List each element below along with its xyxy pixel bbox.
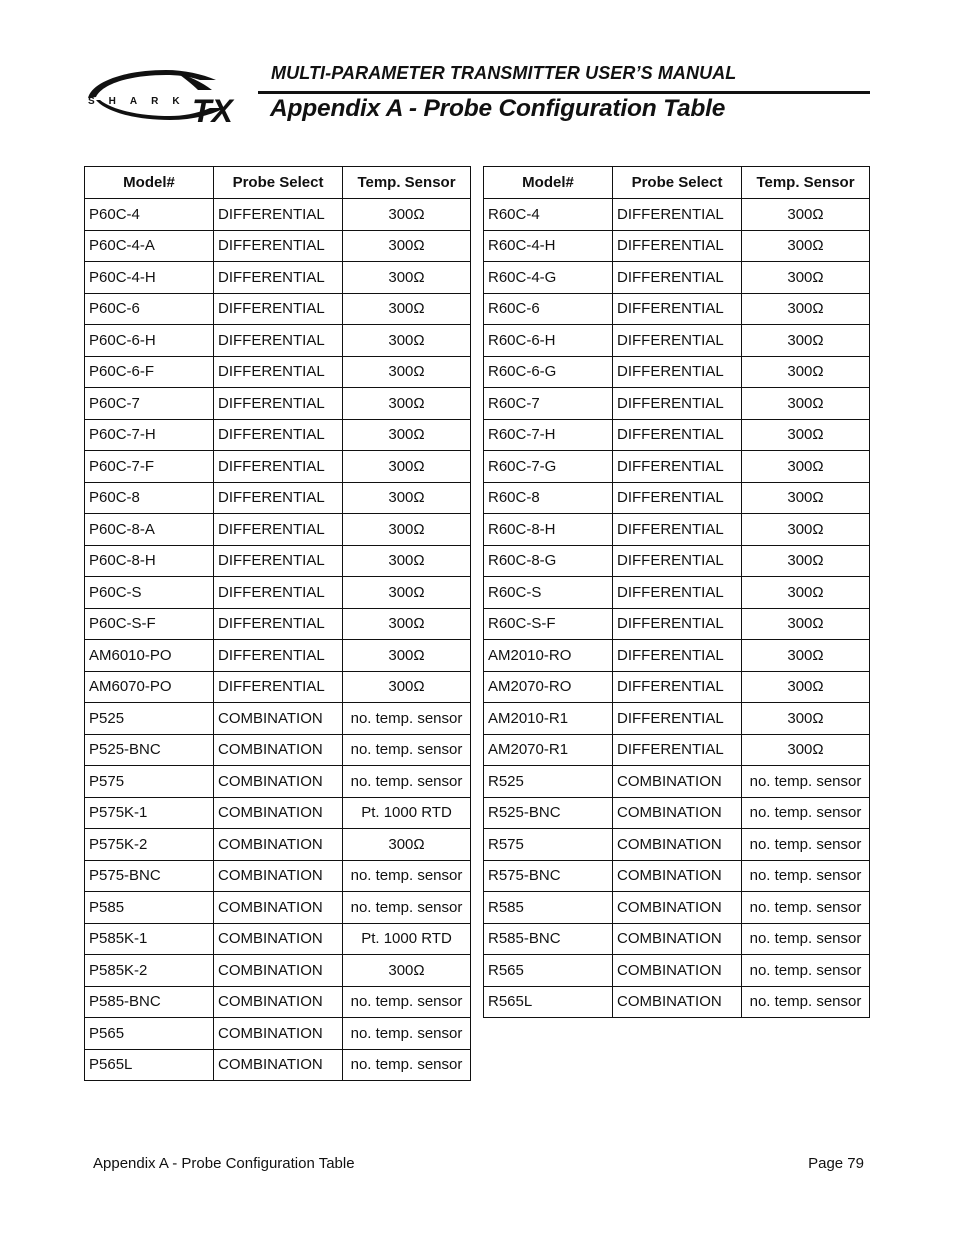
- cell-model: P585-BNC: [85, 986, 214, 1018]
- cell-temp-sensor: no. temp. sensor: [742, 766, 870, 798]
- cell-probe-select: DIFFERENTIAL: [613, 514, 742, 546]
- cell-model: R60C-6: [484, 293, 613, 325]
- cell-probe-select: DIFFERENTIAL: [214, 577, 343, 609]
- page-title: Appendix A - Probe Configuration Table: [270, 95, 726, 122]
- table-row: [484, 356, 870, 388]
- table-header-row: [85, 167, 471, 199]
- table-row: [484, 514, 870, 546]
- cell-probe-select: COMBINATION: [214, 734, 343, 766]
- cell-model: R60C-8: [484, 482, 613, 514]
- cell-temp-sensor: 300Ω: [343, 388, 471, 420]
- cell-probe-select: COMBINATION: [214, 923, 343, 955]
- cell-probe-select: COMBINATION: [214, 1018, 343, 1050]
- cell-temp-sensor: Pt. 1000 RTD: [343, 797, 471, 829]
- cell-model: AM2010-R1: [484, 703, 613, 735]
- cell-temp-sensor: 300Ω: [742, 703, 870, 735]
- cell-probe-select: COMBINATION: [613, 892, 742, 924]
- cell-temp-sensor: 300Ω: [742, 734, 870, 766]
- cell-probe-select: DIFFERENTIAL: [214, 640, 343, 672]
- cell-probe-select: COMBINATION: [613, 766, 742, 798]
- table-row: [85, 262, 471, 294]
- cell-probe-select: DIFFERENTIAL: [613, 545, 742, 577]
- table-row: [484, 640, 870, 672]
- cell-probe-select: DIFFERENTIAL: [613, 577, 742, 609]
- cell-temp-sensor: 300Ω: [343, 829, 471, 861]
- cell-temp-sensor: 300Ω: [343, 955, 471, 987]
- cell-model: P60C-8-A: [85, 514, 214, 546]
- table-row: [484, 577, 870, 609]
- cell-model: P60C-7-H: [85, 419, 214, 451]
- cell-probe-select: DIFFERENTIAL: [613, 734, 742, 766]
- cell-temp-sensor: 300Ω: [343, 545, 471, 577]
- cell-model: P60C-6-F: [85, 356, 214, 388]
- table-row: [484, 829, 870, 861]
- table-row: [484, 545, 870, 577]
- table-row: [484, 230, 870, 262]
- column-header-model: Model#: [85, 167, 214, 199]
- table-row: [484, 451, 870, 483]
- cell-probe-select: DIFFERENTIAL: [214, 451, 343, 483]
- table-row: [85, 923, 471, 955]
- table-row: [484, 293, 870, 325]
- cell-probe-select: DIFFERENTIAL: [613, 703, 742, 735]
- cell-temp-sensor: no. temp. sensor: [343, 860, 471, 892]
- cell-model: P60C-6-H: [85, 325, 214, 357]
- cell-probe-select: DIFFERENTIAL: [214, 262, 343, 294]
- cell-model: P60C-8: [85, 482, 214, 514]
- cell-model: P585K-1: [85, 923, 214, 955]
- cell-probe-select: COMBINATION: [214, 829, 343, 861]
- cell-temp-sensor: 300Ω: [343, 293, 471, 325]
- cell-probe-select: COMBINATION: [613, 829, 742, 861]
- table-row: [85, 356, 471, 388]
- cell-temp-sensor: 300Ω: [742, 419, 870, 451]
- cell-model: P575K-1: [85, 797, 214, 829]
- table-row: [85, 1049, 471, 1081]
- cell-probe-select: DIFFERENTIAL: [214, 482, 343, 514]
- cell-temp-sensor: no. temp. sensor: [742, 892, 870, 924]
- cell-probe-select: DIFFERENTIAL: [214, 388, 343, 420]
- cell-probe-select: DIFFERENTIAL: [214, 671, 343, 703]
- logo-letters: SHARK: [88, 96, 194, 107]
- cell-model: R60C-7-G: [484, 451, 613, 483]
- cell-probe-select: DIFFERENTIAL: [214, 356, 343, 388]
- cell-model: P60C-8-H: [85, 545, 214, 577]
- cell-temp-sensor: 300Ω: [343, 451, 471, 483]
- table-row: [85, 671, 471, 703]
- table-row: [85, 419, 471, 451]
- cell-model: R565L: [484, 986, 613, 1018]
- table-row: [85, 388, 471, 420]
- cell-model: R575-BNC: [484, 860, 613, 892]
- cell-temp-sensor: 300Ω: [742, 230, 870, 262]
- cell-probe-select: DIFFERENTIAL: [214, 608, 343, 640]
- table-row: [85, 514, 471, 546]
- cell-temp-sensor: 300Ω: [742, 388, 870, 420]
- cell-temp-sensor: 300Ω: [742, 293, 870, 325]
- cell-temp-sensor: 300Ω: [742, 514, 870, 546]
- cell-model: R60C-4-H: [484, 230, 613, 262]
- table-row: [484, 734, 870, 766]
- cell-temp-sensor: no. temp. sensor: [742, 986, 870, 1018]
- table-header-row: [484, 167, 870, 199]
- column-header-model: Model#: [484, 167, 613, 199]
- cell-model: R60C-6-G: [484, 356, 613, 388]
- cell-temp-sensor: 300Ω: [343, 640, 471, 672]
- cell-model: P565: [85, 1018, 214, 1050]
- table-row: [85, 829, 471, 861]
- cell-model: AM2010-RO: [484, 640, 613, 672]
- table-row: [85, 986, 471, 1018]
- cell-model: R575: [484, 829, 613, 861]
- cell-temp-sensor: 300Ω: [343, 419, 471, 451]
- cell-probe-select: COMBINATION: [214, 986, 343, 1018]
- table-row: [484, 703, 870, 735]
- cell-probe-select: DIFFERENTIAL: [214, 199, 343, 231]
- cell-model: P575K-2: [85, 829, 214, 861]
- cell-probe-select: DIFFERENTIAL: [613, 262, 742, 294]
- cell-temp-sensor: 300Ω: [742, 325, 870, 357]
- cell-probe-select: DIFFERENTIAL: [613, 608, 742, 640]
- cell-temp-sensor: 300Ω: [343, 514, 471, 546]
- cell-probe-select: COMBINATION: [613, 955, 742, 987]
- cell-temp-sensor: 300Ω: [343, 199, 471, 231]
- cell-temp-sensor: 300Ω: [343, 230, 471, 262]
- cell-probe-select: COMBINATION: [613, 797, 742, 829]
- cell-model: P585: [85, 892, 214, 924]
- cell-probe-select: DIFFERENTIAL: [214, 293, 343, 325]
- cell-model: R60C-8-G: [484, 545, 613, 577]
- cell-model: R565: [484, 955, 613, 987]
- table-row: [85, 1018, 471, 1050]
- cell-probe-select: COMBINATION: [214, 892, 343, 924]
- cell-temp-sensor: 300Ω: [742, 262, 870, 294]
- column-header-temp-sensor: Temp. Sensor: [343, 167, 471, 199]
- cell-probe-select: DIFFERENTIAL: [613, 388, 742, 420]
- column-header-temp-sensor: Temp. Sensor: [742, 167, 870, 199]
- cell-temp-sensor: 300Ω: [742, 356, 870, 388]
- table-row: [85, 230, 471, 262]
- cell-temp-sensor: 300Ω: [742, 451, 870, 483]
- cell-model: P60C-4-H: [85, 262, 214, 294]
- cell-model: R585: [484, 892, 613, 924]
- cell-temp-sensor: no. temp. sensor: [742, 797, 870, 829]
- table-row: [484, 608, 870, 640]
- table-row: [85, 955, 471, 987]
- footer-section-title: Appendix A - Probe Configuration Table: [93, 1155, 355, 1172]
- cell-probe-select: DIFFERENTIAL: [214, 230, 343, 262]
- cell-model: P60C-4-A: [85, 230, 214, 262]
- table-row: [484, 671, 870, 703]
- table-row: [484, 766, 870, 798]
- cell-probe-select: DIFFERENTIAL: [214, 419, 343, 451]
- cell-probe-select: COMBINATION: [214, 797, 343, 829]
- cell-model: P60C-7: [85, 388, 214, 420]
- cell-probe-select: DIFFERENTIAL: [613, 293, 742, 325]
- cell-model: P565L: [85, 1049, 214, 1081]
- cell-temp-sensor: 300Ω: [343, 608, 471, 640]
- cell-temp-sensor: no. temp. sensor: [343, 1018, 471, 1050]
- table-row: [484, 419, 870, 451]
- cell-model: P525-BNC: [85, 734, 214, 766]
- cell-probe-select: COMBINATION: [613, 923, 742, 955]
- table-row: [85, 640, 471, 672]
- table-row: [85, 199, 471, 231]
- cell-temp-sensor: 300Ω: [742, 671, 870, 703]
- table-row: [484, 199, 870, 231]
- column-header-probe-select: Probe Select: [214, 167, 343, 199]
- cell-temp-sensor: no. temp. sensor: [343, 986, 471, 1018]
- cell-model: R60C-4-G: [484, 262, 613, 294]
- table-row: [484, 955, 870, 987]
- cell-model: R60C-S: [484, 577, 613, 609]
- table-row: [85, 608, 471, 640]
- cell-model: AM2070-RO: [484, 671, 613, 703]
- table-row: [85, 577, 471, 609]
- manual-title: MULTI-PARAMETER TRANSMITTER USER’S MANUAL: [271, 63, 737, 83]
- cell-temp-sensor: 300Ω: [742, 640, 870, 672]
- table-row: [85, 482, 471, 514]
- cell-probe-select: COMBINATION: [214, 703, 343, 735]
- cell-probe-select: COMBINATION: [214, 1049, 343, 1081]
- cell-probe-select: COMBINATION: [613, 860, 742, 892]
- cell-temp-sensor: 300Ω: [343, 356, 471, 388]
- cell-probe-select: DIFFERENTIAL: [214, 514, 343, 546]
- cell-temp-sensor: 300Ω: [742, 199, 870, 231]
- cell-probe-select: DIFFERENTIAL: [613, 640, 742, 672]
- cell-temp-sensor: no. temp. sensor: [742, 860, 870, 892]
- cell-temp-sensor: 300Ω: [343, 325, 471, 357]
- table-row: [484, 482, 870, 514]
- cell-temp-sensor: 300Ω: [343, 577, 471, 609]
- table-row: [484, 923, 870, 955]
- page-number: Page 79: [808, 1155, 864, 1172]
- cell-probe-select: DIFFERENTIAL: [613, 419, 742, 451]
- cell-probe-select: DIFFERENTIAL: [613, 451, 742, 483]
- cell-model: P60C-4: [85, 199, 214, 231]
- column-header-probe-select: Probe Select: [613, 167, 742, 199]
- table-row: [85, 734, 471, 766]
- cell-model: R60C-6-H: [484, 325, 613, 357]
- cell-model: R60C-7-H: [484, 419, 613, 451]
- table-row: [484, 325, 870, 357]
- table-row: [85, 293, 471, 325]
- cell-temp-sensor: no. temp. sensor: [343, 1049, 471, 1081]
- cell-model: AM2070-R1: [484, 734, 613, 766]
- cell-temp-sensor: no. temp. sensor: [343, 703, 471, 735]
- table-row: [85, 325, 471, 357]
- cell-temp-sensor: no. temp. sensor: [742, 829, 870, 861]
- cell-probe-select: DIFFERENTIAL: [613, 356, 742, 388]
- cell-model: P525: [85, 703, 214, 735]
- cell-temp-sensor: no. temp. sensor: [343, 892, 471, 924]
- cell-temp-sensor: 300Ω: [742, 577, 870, 609]
- cell-temp-sensor: no. temp. sensor: [742, 923, 870, 955]
- cell-probe-select: DIFFERENTIAL: [613, 325, 742, 357]
- cell-model: P575: [85, 766, 214, 798]
- cell-temp-sensor: 300Ω: [742, 482, 870, 514]
- table-row: [85, 703, 471, 735]
- cell-model: P60C-S-F: [85, 608, 214, 640]
- cell-probe-select: COMBINATION: [214, 955, 343, 987]
- table-row: [484, 797, 870, 829]
- cell-model: P585K-2: [85, 955, 214, 987]
- shark-tx-logo: [84, 64, 260, 126]
- cell-probe-select: COMBINATION: [214, 766, 343, 798]
- table-row: [85, 860, 471, 892]
- cell-model: AM6010-PO: [85, 640, 214, 672]
- cell-temp-sensor: 300Ω: [343, 671, 471, 703]
- cell-probe-select: DIFFERENTIAL: [613, 671, 742, 703]
- cell-model: R525-BNC: [484, 797, 613, 829]
- cell-probe-select: DIFFERENTIAL: [613, 482, 742, 514]
- table-row: [484, 892, 870, 924]
- cell-probe-select: DIFFERENTIAL: [214, 545, 343, 577]
- cell-temp-sensor: no. temp. sensor: [343, 766, 471, 798]
- cell-model: AM6070-PO: [85, 671, 214, 703]
- cell-temp-sensor: no. temp. sensor: [343, 734, 471, 766]
- cell-probe-select: COMBINATION: [613, 986, 742, 1018]
- table-row: [484, 262, 870, 294]
- table-row: [85, 797, 471, 829]
- cell-probe-select: DIFFERENTIAL: [613, 230, 742, 262]
- cell-model: P60C-6: [85, 293, 214, 325]
- logo-tx-mark: TX: [192, 93, 233, 126]
- header-rule: [258, 91, 870, 94]
- table-row: [85, 766, 471, 798]
- cell-model: R525: [484, 766, 613, 798]
- cell-model: R585-BNC: [484, 923, 613, 955]
- cell-model: P60C-S: [85, 577, 214, 609]
- cell-temp-sensor: 300Ω: [742, 608, 870, 640]
- cell-probe-select: DIFFERENTIAL: [214, 325, 343, 357]
- probe-table-left: [84, 166, 471, 1081]
- table-row: [484, 860, 870, 892]
- table-row: [85, 545, 471, 577]
- cell-temp-sensor: 300Ω: [343, 262, 471, 294]
- cell-probe-select: COMBINATION: [214, 860, 343, 892]
- table-row: [85, 451, 471, 483]
- cell-model: R60C-4: [484, 199, 613, 231]
- cell-model: P575-BNC: [85, 860, 214, 892]
- cell-temp-sensor: no. temp. sensor: [742, 955, 870, 987]
- cell-temp-sensor: 300Ω: [343, 482, 471, 514]
- cell-model: R60C-S-F: [484, 608, 613, 640]
- cell-model: R60C-7: [484, 388, 613, 420]
- probe-table-right: [483, 166, 870, 1018]
- table-row: [484, 986, 870, 1018]
- table-row: [484, 388, 870, 420]
- cell-temp-sensor: 300Ω: [742, 545, 870, 577]
- table-row: [85, 892, 471, 924]
- cell-temp-sensor: Pt. 1000 RTD: [343, 923, 471, 955]
- cell-model: P60C-7-F: [85, 451, 214, 483]
- cell-probe-select: DIFFERENTIAL: [613, 199, 742, 231]
- cell-model: R60C-8-H: [484, 514, 613, 546]
